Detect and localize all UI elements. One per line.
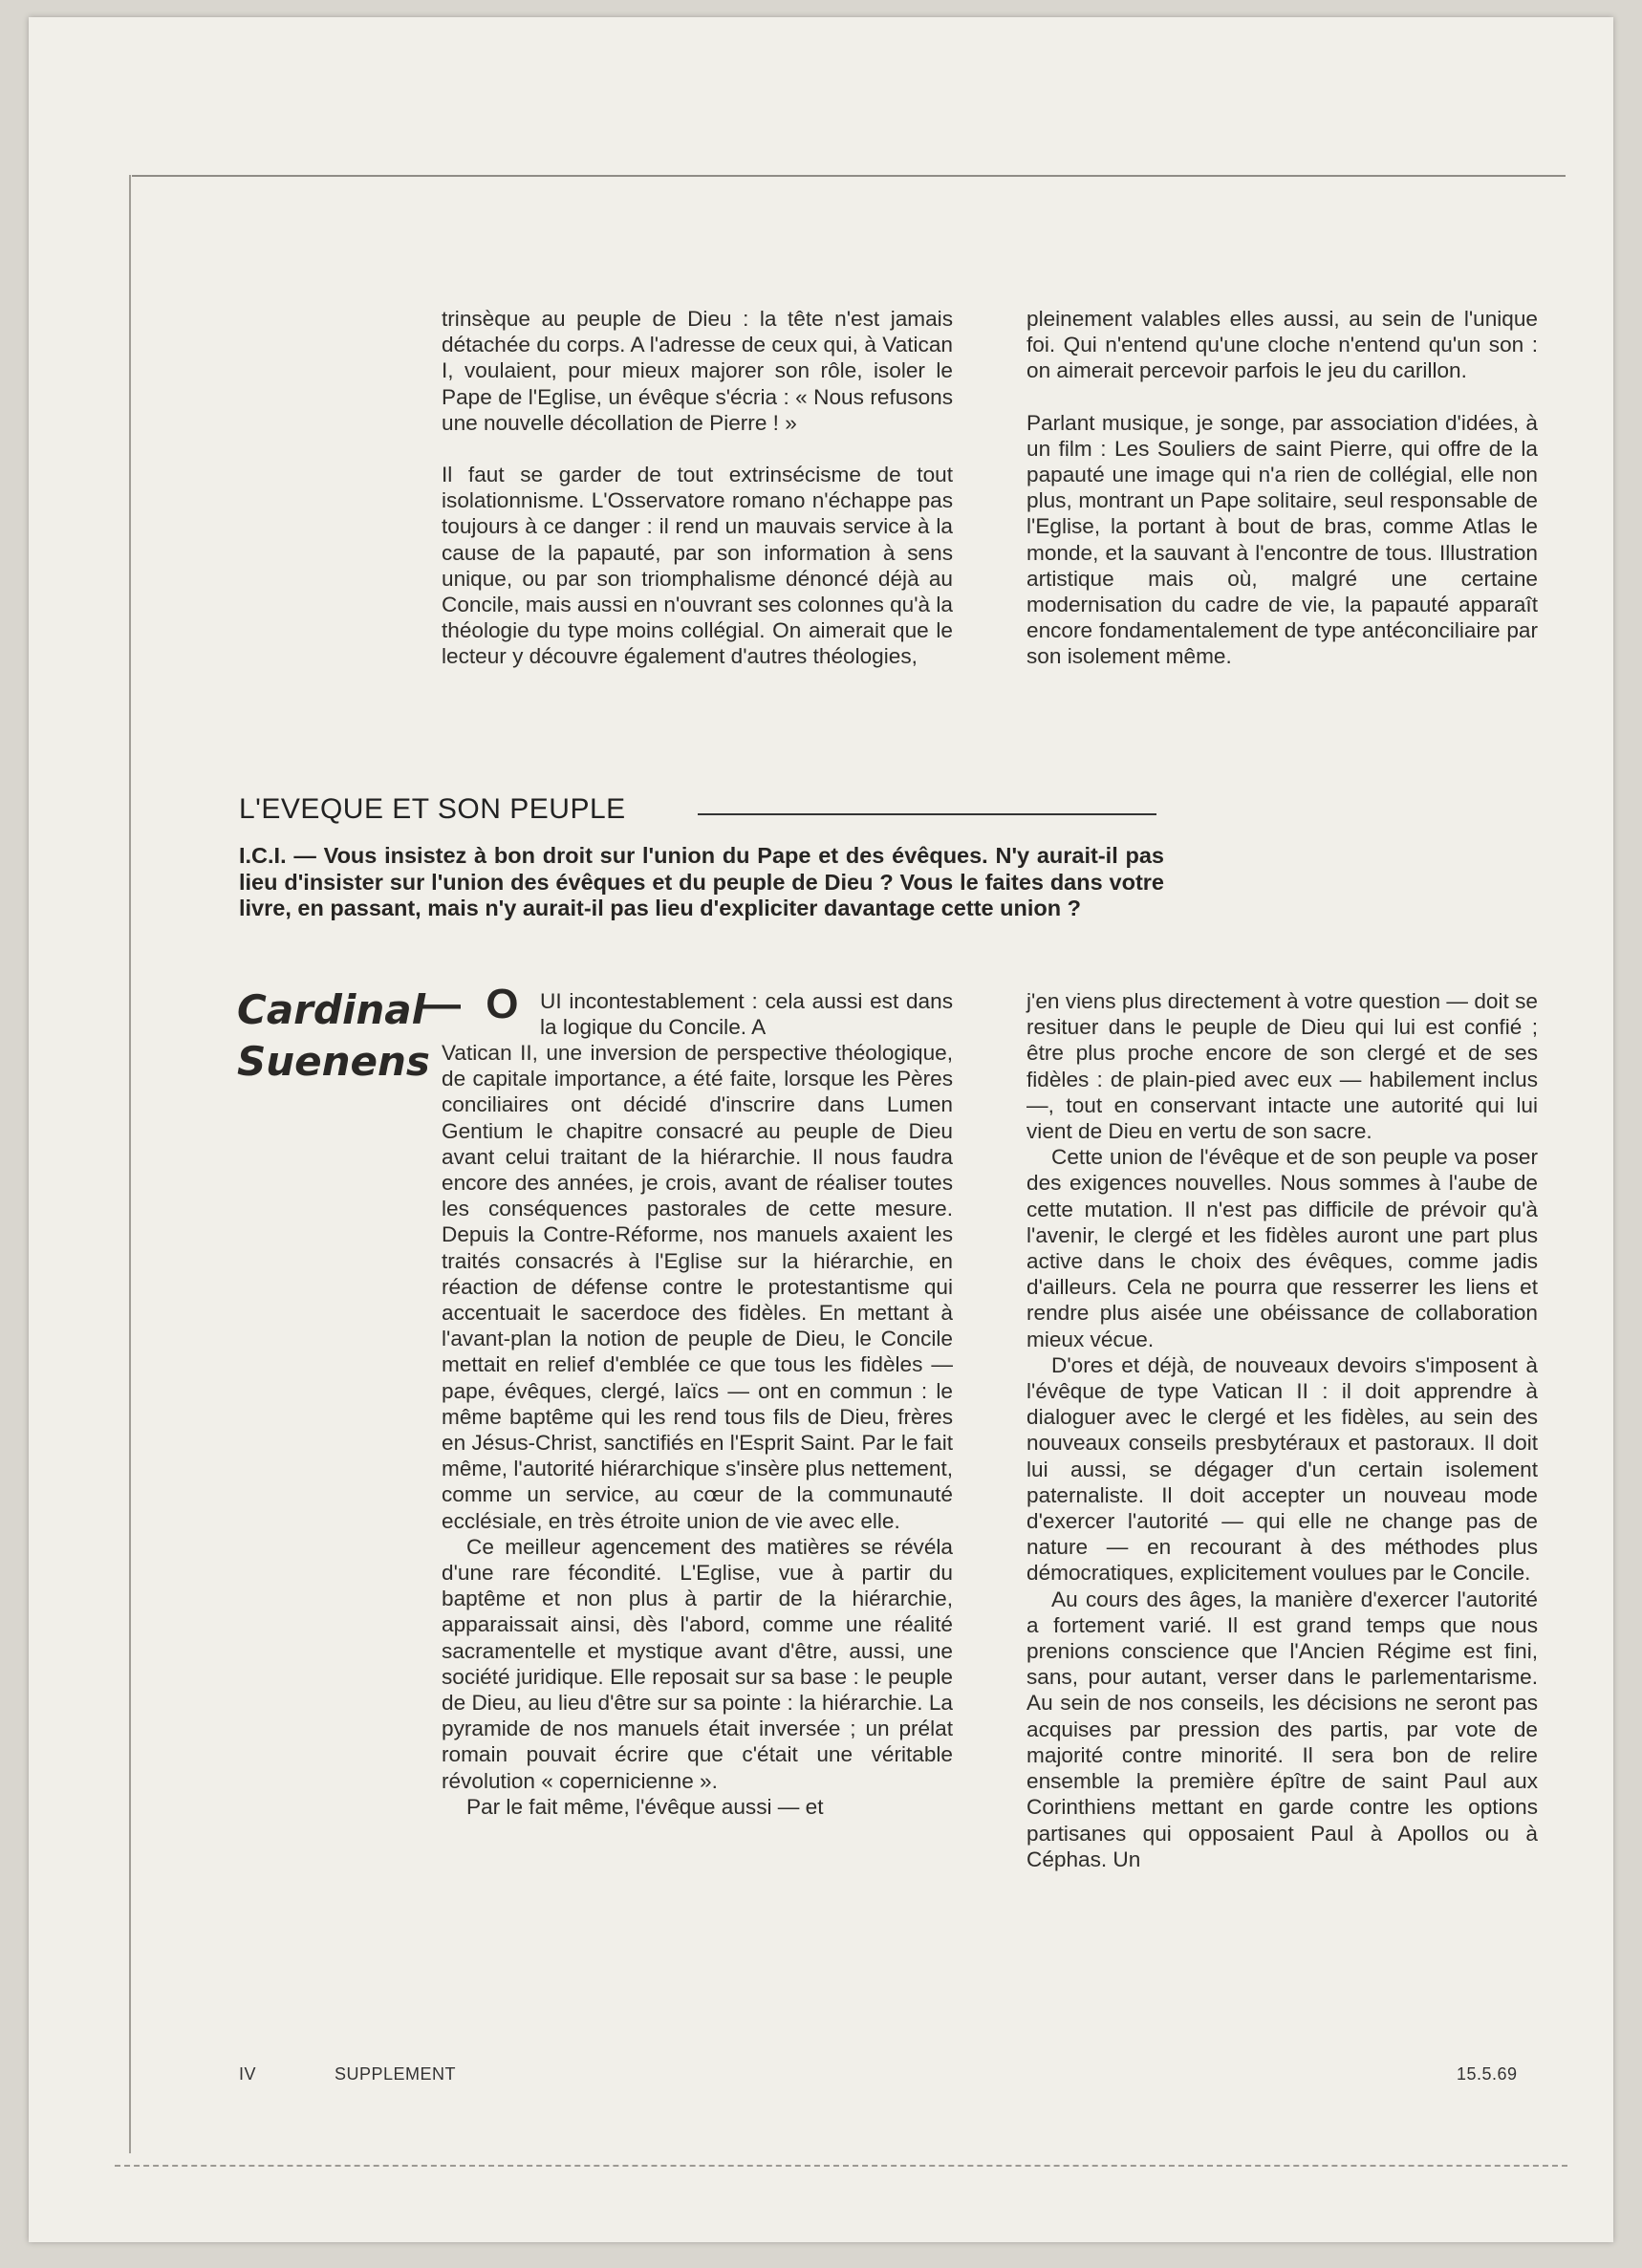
heading-rule (698, 813, 1156, 815)
speaker-title: Cardinal (237, 986, 425, 1033)
paragraph: pleinement valables elles aussi, au sein de l'unique foi. Qui n'entend qu'une cloche n'entend qu'un son : on aimerait percevoir parfois le jeu du carillon. (1026, 307, 1538, 383)
paragraph: Cette union de l'évêque et de son peuple va poser des exigences nouvelles. Nous sommes à l'aube de cette mutation. Il n'est pas difficile de prévoir qu'à l'avenir, le clergé et les fidèles auront une part plus active dans le choix des évêques, comme jadis d'ailleurs. Cela ne pourra que resserrer les liens et rendre plus aisée une obéissance de collaboration mieux vécue. (1026, 1145, 1538, 1351)
top-left-column (442, 306, 953, 670)
frame-border-top (132, 175, 1566, 177)
top-right-column (1026, 306, 1538, 670)
paragraph: Au cours des âges, la manière d'exercer l'autorité a fortement varié. Il est grand temps que nous prenions conscience que l'Ancien Régime est fini, sans, pour autant, verser dans le parlementarisme. Au sein de nos conseils, les décisions ne seront pas acquises par pression des partis, par vote de majorité contre minorité. Il sera bon de relire ensemble la première épître de saint Paul aux Corinthiens mettant en garde contre les options partisanes qui opposaient Paul à Apollos ou à Céphas. Un (1026, 1587, 1538, 1871)
answer-dash: — (419, 981, 461, 1027)
footer-date: 15.5.69 (1457, 2064, 1518, 2084)
bottom-right-column (1026, 988, 1538, 1872)
paragraph: UI incontestablement : cela aussi est dans la logique du Concile. A (540, 989, 953, 1040)
bottom-left-column (442, 1040, 953, 1820)
speaker-surname: Suenens (237, 1038, 430, 1085)
footer-label: SUPPLEMENT (335, 2064, 457, 2084)
section-heading: L'EVEQUE ET SON PEUPLE (239, 793, 626, 825)
speaker-name (237, 984, 430, 1088)
paragraph: Vatican II, une inversion de perspective théologique, de capitale importance, a été faite, lorsque les Pères conciliaires ont décidé d'inscrire dans Lumen Gentium le chapitre consacré au peuple de Dieu avant celui traitant de la hiérarchie. Il nous faudra encore des années, je crois, avant de réaliser toutes les conséquences pastorales de cette mesure. Depuis la Contre-Réforme, nos manuels axaient les traités consacrés à l'Eglise sur la hiérarchie, en réaction de défense contre le protestantisme qui accentuait le sacerdoce des fidèles. En mettant à l'avant-plan la notion de peuple de Dieu, le Concile mettait en relief d'emblée ce que tous les fidèles — pape, évêques, clergé, laïcs — ont en commun : le même baptême qui les rend tous fils de Dieu, frères en Jésus-Christ, sanctifiés en l'Esprit Saint. Par le fait même, l'autorité hiérarchique s'insère plus nettement, comme un service, au cœur de la communauté ecclésiale, en très étroite union de vie avec elle. (442, 1041, 953, 1533)
answer-first-lines (540, 988, 953, 1040)
paragraph: Ce meilleur agencement des matières se révéla d'une rare fécondité. L'Eglise, vue à partir du baptême et non plus à partir de la hiérarchie, apparaissait ainsi, dès l'abord, comme une réalité sacramentelle et mystique avant d'être, aussi, une société juridique. Elle reposait sur sa base : le peuple de Dieu, au lieu d'être sur sa pointe : la hiérarchie. La pyramide de nos manuels était inversée ; un prélat romain pouvait écrire que c'était une véritable révolution « copernicienne ». (442, 1534, 953, 1793)
paragraph: Parlant musique, je songe, par association d'idées, à un film : Les Souliers de saint Pierre, qui offre de la papauté une image qui n'a rien de collégial, elle non plus, montrant un Pape solitaire, seul responsable de l'Eglise, la portant à bout de bras, comme Atlas le monde, et la sauvant à l'encontre de tous. Illustration artistique mais où, malgré une certaine modernisation du cadre de vie, la papauté apparaît encore fondamentalement de type antéconciliaire par son isolement même. (1026, 410, 1538, 669)
drop-letter: O (486, 981, 519, 1027)
page-number: IV (239, 2064, 257, 2084)
paragraph: Par le fait même, l'évêque aussi — et (466, 1794, 824, 1819)
answer-opening (419, 981, 518, 1028)
frame-border-bottom (115, 2165, 1567, 2167)
paragraph: D'ores et déjà, de nouveaux devoirs s'imposent à l'évêque de type Vatican II : il doit apprendre à dialoguer avec le clergé et les fidèles, au sein des nouveaux conseils presbytéraux et pastoraux. Il doit lui aussi, se dégager d'un certain isolement paternaliste. Il doit accepter un nouveau mode d'exercer l'autorité — qui elle ne change pas de nature — en recourant à des méthodes plus démocratiques, explicitement voulues par le Concile. (1026, 1352, 1538, 1586)
interview-question: I.C.I. — Vous insistez à bon droit sur l'union du Pape et des évêques. N'y aurait-il pas lieu d'insister sur l'union des évêques et du peuple de Dieu ? Vous le faites dans votre livre, en passant, mais n'y aurait-il pas lieu d'expliciter davantage cette union ? (239, 843, 1164, 920)
paragraph: trinsèque au peuple de Dieu : la tête n'est jamais détachée du corps. A l'adresse de ceux qui, à Vatican I, voulaient, pour mieux majorer son rôle, isoler le Pape de l'Eglise, un évêque s'écria : « Nous refusons une nouvelle décollation de Pierre ! » (442, 307, 953, 435)
frame-border-left (129, 175, 131, 2153)
paragraph: j'en viens plus directement à votre question — doit se resituer dans le peuple de Dieu qui lui est confié ; être plus proche encore de son clergé et de ses fidèles : de plain-pied avec eux — habilement inclus —, tout en conservant intacte une autorité qui lui vient de Dieu en vertu de son sacre. (1026, 989, 1538, 1144)
paragraph: Il faut se garder de tout extrinsécisme de tout isolationnisme. L'Osservatore romano n'échappe pas toujours à ce danger : il rend un mauvais service à la cause de la papauté, par son information à sens unique, ou par son triomphalisme dénoncé déjà au Concile, mais aussi en n'ouvrant ses colonnes qu'à la théologie du type moins collégial. On aimerait que le lecteur y découvre également d'autres théologies, (442, 463, 953, 669)
